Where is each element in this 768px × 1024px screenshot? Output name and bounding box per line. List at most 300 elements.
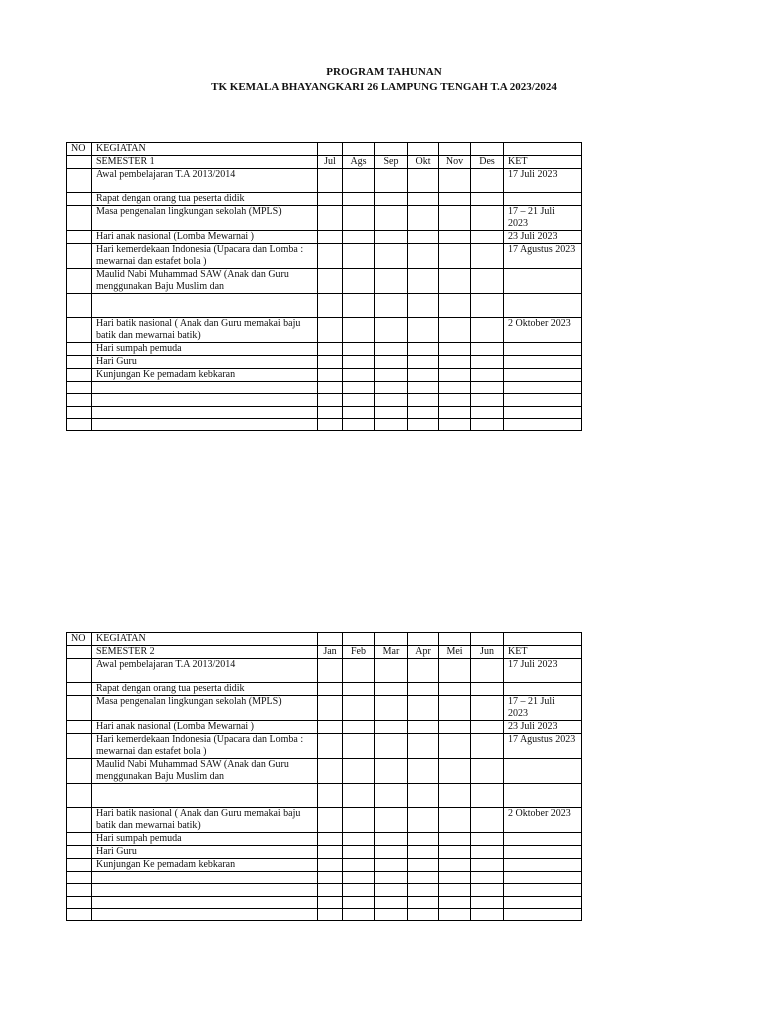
- month-cell: [408, 721, 439, 734]
- month-cell: [318, 244, 343, 269]
- ket-cell: [504, 394, 582, 407]
- ket-cell: [504, 343, 582, 356]
- month-cell: [343, 169, 375, 193]
- month-header: Apr: [408, 646, 439, 659]
- ket-header: KET: [504, 646, 582, 659]
- month-cell: [408, 909, 439, 921]
- month-header: Mei: [439, 646, 471, 659]
- kegiatan-header: KEGIATAN: [92, 633, 318, 646]
- month-cell: [375, 884, 408, 897]
- activity-cell: Hari kemerdekaan Indonesia (Upacara dan Lomba : mewarnai dan estafet bola ): [92, 734, 318, 759]
- month-cell: [375, 394, 408, 407]
- month-cell: [439, 897, 471, 909]
- month-cell: [343, 294, 375, 318]
- ket-cell: 17 Juli 2023: [504, 659, 582, 683]
- month-header: Feb: [343, 646, 375, 659]
- ket-cell: [504, 909, 582, 921]
- month-cell: [471, 897, 504, 909]
- table-row: [67, 356, 582, 369]
- semester-1-table: [66, 142, 582, 431]
- month-cell: [375, 659, 408, 683]
- month-cell: [408, 294, 439, 318]
- month-cell: [343, 231, 375, 244]
- table-row: [67, 759, 582, 784]
- month-cell: [318, 407, 343, 419]
- month-cell: [375, 193, 408, 206]
- no-cell: [67, 407, 92, 419]
- month-cell: [343, 318, 375, 343]
- ket-cell: [504, 419, 582, 431]
- month-cell: [439, 244, 471, 269]
- month-cell: [318, 846, 343, 859]
- month-cell: [318, 721, 343, 734]
- no-cell: [67, 419, 92, 431]
- month-cell: [343, 897, 375, 909]
- month-cell: [439, 231, 471, 244]
- month-cell: [471, 231, 504, 244]
- month-cell: [439, 846, 471, 859]
- month-cell: [471, 872, 504, 884]
- month-cell: [471, 369, 504, 382]
- no-cell: [67, 897, 92, 909]
- month-cell: [375, 318, 408, 343]
- activity-cell: Hari batik nasional ( Anak dan Guru memakai baju batik dan mewarnai batik): [92, 808, 318, 833]
- month-cell: [439, 318, 471, 343]
- month-cell: [318, 343, 343, 356]
- month-cell: [408, 318, 439, 343]
- table-row: [67, 846, 582, 859]
- no-cell: [67, 318, 92, 343]
- month-cell: [318, 909, 343, 921]
- month-cell: [343, 909, 375, 921]
- month-cell: [439, 859, 471, 872]
- no-cell: [67, 231, 92, 244]
- no-cell: [67, 206, 92, 231]
- month-cell: [471, 734, 504, 759]
- table-row: [67, 382, 582, 394]
- table-row: [67, 419, 582, 431]
- ket-cell: [504, 897, 582, 909]
- activity-cell: [92, 394, 318, 407]
- month-cell: [375, 244, 408, 269]
- ket-cell: [504, 356, 582, 369]
- activity-cell: Hari sumpah pemuda: [92, 833, 318, 846]
- ket-cell: 23 Juli 2023: [504, 721, 582, 734]
- table-row: [67, 784, 582, 808]
- month-cell: [343, 734, 375, 759]
- table-row: [67, 231, 582, 244]
- ket-cell: [504, 846, 582, 859]
- month-cell: [439, 407, 471, 419]
- activity-cell: [92, 897, 318, 909]
- month-cell: [408, 859, 439, 872]
- month-cell: [408, 784, 439, 808]
- month-cell: [439, 909, 471, 921]
- month-cell: [375, 356, 408, 369]
- month-cell: [343, 356, 375, 369]
- month-cell: [375, 419, 408, 431]
- month-cell: [439, 784, 471, 808]
- month-cell: [408, 382, 439, 394]
- month-cell: [439, 343, 471, 356]
- table-row: [67, 872, 582, 884]
- no-cell: [67, 721, 92, 734]
- month-cell: [318, 859, 343, 872]
- activity-cell: Hari Guru: [92, 356, 318, 369]
- table-row: [67, 734, 582, 759]
- month-cell: [439, 356, 471, 369]
- activity-cell: Masa pengenalan lingkungan sekolah (MPLS): [92, 206, 318, 231]
- ket-cell: [504, 759, 582, 784]
- month-cell: [375, 784, 408, 808]
- ket-cell: [504, 833, 582, 846]
- activity-cell: Hari sumpah pemuda: [92, 343, 318, 356]
- month-cell: [343, 859, 375, 872]
- month-cell: [439, 294, 471, 318]
- no-cell: [67, 394, 92, 407]
- month-cell: [408, 734, 439, 759]
- month-cell: [471, 294, 504, 318]
- activity-cell: Hari batik nasional ( Anak dan Guru memakai baju batik dan mewarnai batik): [92, 318, 318, 343]
- month-cell: [318, 318, 343, 343]
- month-cell: [318, 356, 343, 369]
- activity-cell: Rapat dengan orang tua peserta didik: [92, 193, 318, 206]
- ket-cell: [504, 884, 582, 897]
- ket-cell: [504, 143, 582, 156]
- month-cell: [471, 407, 504, 419]
- activity-cell: [92, 407, 318, 419]
- activity-cell: Awal pembelajaran T.A 2013/2014: [92, 659, 318, 683]
- month-cell: [318, 833, 343, 846]
- month-cell: [471, 394, 504, 407]
- semester-label: SEMESTER 1: [92, 156, 318, 169]
- month-cell: [408, 343, 439, 356]
- ket-cell: 17 – 21 Juli 2023: [504, 696, 582, 721]
- no-cell: [67, 909, 92, 921]
- month-cell: [318, 659, 343, 683]
- month-cell: [471, 808, 504, 833]
- ket-cell: 17 Agustus 2023: [504, 734, 582, 759]
- month-cell: [375, 143, 408, 156]
- month-cell: [439, 734, 471, 759]
- no-cell: [67, 646, 92, 659]
- month-cell: [375, 833, 408, 846]
- month-cell: [343, 407, 375, 419]
- month-cell: [343, 419, 375, 431]
- table-row: [67, 407, 582, 419]
- month-cell: [439, 833, 471, 846]
- month-cell: [318, 696, 343, 721]
- month-cell: [375, 734, 408, 759]
- month-cell: [439, 206, 471, 231]
- month-cell: [375, 721, 408, 734]
- month-cell: [439, 269, 471, 294]
- ket-cell: 17 Juli 2023: [504, 169, 582, 193]
- month-cell: [343, 872, 375, 884]
- month-cell: [343, 759, 375, 784]
- month-cell: [408, 897, 439, 909]
- document-subtitle: TK KEMALA BHAYANGKARI 26 LAMPUNG TENGAH T.A 2023/2024: [211, 81, 557, 93]
- no-cell: [67, 294, 92, 318]
- month-cell: [375, 369, 408, 382]
- month-cell: [471, 759, 504, 784]
- table-row: [67, 369, 582, 382]
- no-cell: [67, 169, 92, 193]
- table-row: [67, 169, 582, 193]
- semester-row: [67, 156, 582, 169]
- month-cell: [318, 784, 343, 808]
- activity-cell: Maulid Nabi Muhammad SAW (Anak dan Guru menggunakan Baju Muslim dan: [92, 269, 318, 294]
- month-cell: [375, 382, 408, 394]
- month-cell: [439, 169, 471, 193]
- month-cell: [375, 683, 408, 696]
- ket-cell: [504, 369, 582, 382]
- no-cell: [67, 343, 92, 356]
- month-cell: [439, 143, 471, 156]
- month-header: Nov: [439, 156, 471, 169]
- month-cell: [318, 193, 343, 206]
- month-cell: [439, 369, 471, 382]
- month-cell: [375, 294, 408, 318]
- month-cell: [343, 394, 375, 407]
- activity-cell: Rapat dengan orang tua peserta didik: [92, 683, 318, 696]
- table-row: [67, 683, 582, 696]
- month-header: Sep: [375, 156, 408, 169]
- month-cell: [318, 394, 343, 407]
- month-cell: [375, 343, 408, 356]
- month-cell: [318, 294, 343, 318]
- month-cell: [408, 407, 439, 419]
- month-cell: [375, 696, 408, 721]
- document-title: PROGRAM TAHUNAN: [326, 66, 442, 78]
- ket-cell: [504, 683, 582, 696]
- month-cell: [343, 343, 375, 356]
- month-cell: [318, 231, 343, 244]
- semester-label: SEMESTER 2: [92, 646, 318, 659]
- month-cell: [375, 808, 408, 833]
- month-cell: [343, 143, 375, 156]
- month-cell: [471, 721, 504, 734]
- month-cell: [439, 419, 471, 431]
- activity-cell: Maulid Nabi Muhammad SAW (Anak dan Guru menggunakan Baju Muslim dan: [92, 759, 318, 784]
- month-header: Jan: [318, 646, 343, 659]
- month-cell: [318, 884, 343, 897]
- month-cell: [408, 419, 439, 431]
- month-cell: [471, 343, 504, 356]
- month-header: Okt: [408, 156, 439, 169]
- month-cell: [343, 193, 375, 206]
- month-cell: [471, 833, 504, 846]
- month-cell: [471, 318, 504, 343]
- no-cell: [67, 683, 92, 696]
- month-cell: [318, 734, 343, 759]
- activity-cell: [92, 382, 318, 394]
- ket-cell: [504, 784, 582, 808]
- no-cell: [67, 846, 92, 859]
- month-cell: [408, 231, 439, 244]
- no-cell: [67, 696, 92, 721]
- month-cell: [375, 846, 408, 859]
- month-cell: [408, 206, 439, 231]
- no-cell: [67, 156, 92, 169]
- activity-cell: Hari anak nasional (Lomba Mewarnai ): [92, 721, 318, 734]
- no-cell: [67, 193, 92, 206]
- month-cell: [318, 759, 343, 784]
- month-cell: [471, 884, 504, 897]
- month-cell: [439, 872, 471, 884]
- month-cell: [343, 382, 375, 394]
- month-cell: [343, 269, 375, 294]
- month-cell: [318, 269, 343, 294]
- month-cell: [343, 784, 375, 808]
- ket-cell: 2 Oktober 2023: [504, 318, 582, 343]
- month-cell: [343, 206, 375, 231]
- activity-cell: [92, 909, 318, 921]
- month-cell: [343, 846, 375, 859]
- month-header: Des: [471, 156, 504, 169]
- activity-cell: [92, 872, 318, 884]
- month-cell: [318, 169, 343, 193]
- ket-cell: 17 – 21 Juli 2023: [504, 206, 582, 231]
- month-cell: [471, 244, 504, 269]
- ket-cell: 2 Oktober 2023: [504, 808, 582, 833]
- month-cell: [408, 872, 439, 884]
- table-row: [67, 897, 582, 909]
- month-cell: [408, 394, 439, 407]
- activity-cell: Hari kemerdekaan Indonesia (Upacara dan Lomba : mewarnai dan estafet bola ): [92, 244, 318, 269]
- month-cell: [375, 872, 408, 884]
- month-cell: [408, 808, 439, 833]
- activity-cell: [92, 294, 318, 318]
- no-header: NO: [67, 143, 92, 156]
- month-cell: [471, 143, 504, 156]
- no-cell: [67, 734, 92, 759]
- month-cell: [318, 369, 343, 382]
- header-row: [67, 143, 582, 156]
- month-cell: [471, 683, 504, 696]
- month-cell: [439, 721, 471, 734]
- month-cell: [408, 833, 439, 846]
- month-cell: [471, 356, 504, 369]
- no-cell: [67, 356, 92, 369]
- activity-cell: [92, 784, 318, 808]
- month-cell: [318, 633, 343, 646]
- ket-cell: [504, 382, 582, 394]
- month-cell: [408, 884, 439, 897]
- activity-cell: Awal pembelajaran T.A 2013/2014: [92, 169, 318, 193]
- month-cell: [408, 369, 439, 382]
- month-cell: [318, 419, 343, 431]
- ket-cell: [504, 633, 582, 646]
- activity-cell: Hari Guru: [92, 846, 318, 859]
- month-cell: [471, 909, 504, 921]
- month-cell: [408, 193, 439, 206]
- month-cell: [408, 169, 439, 193]
- month-cell: [318, 143, 343, 156]
- table-row: [67, 343, 582, 356]
- month-cell: [471, 846, 504, 859]
- semester-2-table: [66, 632, 582, 921]
- no-cell: [67, 269, 92, 294]
- ket-cell: [504, 859, 582, 872]
- table-row: [67, 721, 582, 734]
- month-cell: [471, 269, 504, 294]
- no-cell: [67, 884, 92, 897]
- table-row: [67, 394, 582, 407]
- month-cell: [471, 382, 504, 394]
- month-cell: [439, 696, 471, 721]
- activity-cell: [92, 419, 318, 431]
- table-row: [67, 193, 582, 206]
- month-cell: [318, 683, 343, 696]
- ket-cell: 23 Juli 2023: [504, 231, 582, 244]
- month-cell: [343, 721, 375, 734]
- month-cell: [471, 659, 504, 683]
- month-cell: [375, 759, 408, 784]
- no-cell: [67, 808, 92, 833]
- month-header: Jul: [318, 156, 343, 169]
- ket-cell: [504, 269, 582, 294]
- month-cell: [375, 407, 408, 419]
- month-cell: [318, 206, 343, 231]
- month-cell: [408, 759, 439, 784]
- month-cell: [471, 206, 504, 231]
- table-row: [67, 294, 582, 318]
- month-cell: [375, 859, 408, 872]
- month-cell: [471, 859, 504, 872]
- month-cell: [439, 659, 471, 683]
- month-cell: [343, 633, 375, 646]
- month-cell: [408, 143, 439, 156]
- table-row: [67, 909, 582, 921]
- month-cell: [375, 897, 408, 909]
- activity-cell: [92, 884, 318, 897]
- no-cell: [67, 833, 92, 846]
- month-cell: [318, 382, 343, 394]
- ket-cell: [504, 294, 582, 318]
- month-cell: [408, 696, 439, 721]
- month-cell: [439, 808, 471, 833]
- month-cell: [318, 897, 343, 909]
- month-cell: [471, 633, 504, 646]
- month-cell: [439, 193, 471, 206]
- table-row: [67, 696, 582, 721]
- month-cell: [471, 696, 504, 721]
- month-header: Jun: [471, 646, 504, 659]
- month-cell: [343, 833, 375, 846]
- month-cell: [439, 759, 471, 784]
- no-cell: [67, 872, 92, 884]
- month-cell: [408, 633, 439, 646]
- month-cell: [471, 419, 504, 431]
- table-row: [67, 659, 582, 683]
- no-header: NO: [67, 633, 92, 646]
- month-cell: [408, 659, 439, 683]
- month-cell: [439, 633, 471, 646]
- month-header: Ags: [343, 156, 375, 169]
- activity-cell: Masa pengenalan lingkungan sekolah (MPLS): [92, 696, 318, 721]
- month-cell: [318, 808, 343, 833]
- month-cell: [471, 193, 504, 206]
- month-cell: [375, 231, 408, 244]
- table-row: [67, 206, 582, 231]
- month-cell: [375, 206, 408, 231]
- month-cell: [375, 633, 408, 646]
- month-cell: [318, 872, 343, 884]
- month-cell: [375, 269, 408, 294]
- no-cell: [67, 369, 92, 382]
- ket-header: KET: [504, 156, 582, 169]
